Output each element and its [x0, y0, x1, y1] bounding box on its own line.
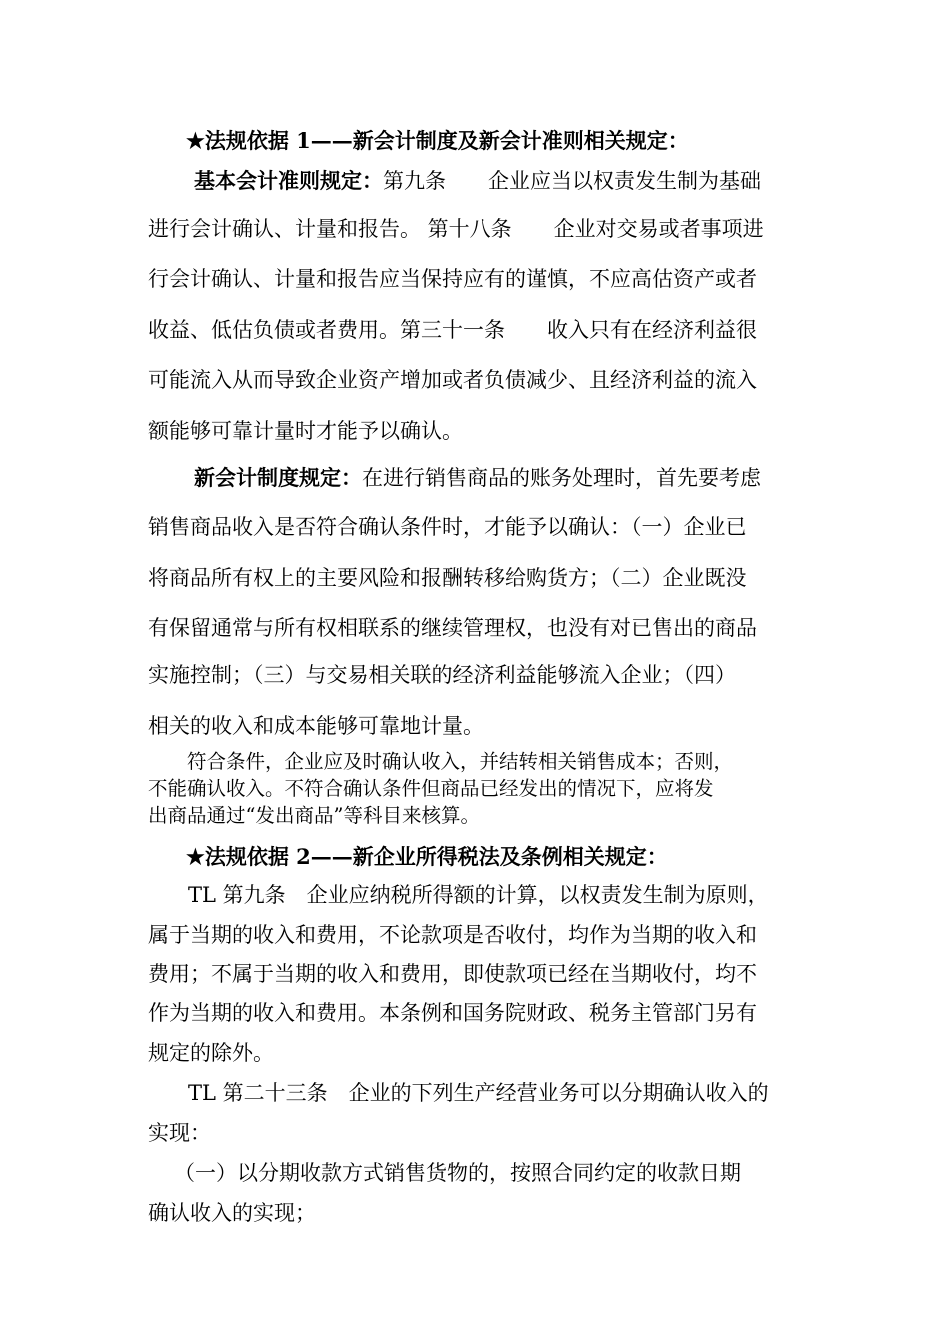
system-rule-line-1	[194, 467, 834, 489]
basic-standard-line-6: 额能够可靠计量时才能予以确认。	[148, 419, 463, 443]
basic-standard-label: 基本会计准则规定：	[194, 168, 383, 193]
system-rule-line-3: 将商品所有权上的主要风险和报酬转移给购货方；（二）企业既没	[148, 566, 747, 590]
article9-line-5: 规定的除外。	[148, 1041, 274, 1065]
conclusion-line-3: 出商品通过“发出商品”等科目来核算。	[148, 804, 480, 827]
basic-standard-line-3: 行会计确认、计量和报告应当保持应有的谨慎，不应高估资产或者	[148, 267, 757, 291]
basic-standard-line-4: 收益、低估负债或者费用。第三十一条 收入只有在经济利益很	[148, 318, 757, 342]
article9-line-3: 费用；不属于当期的收入和费用，即使款项已经在当期收付，均不	[148, 962, 757, 986]
item1-line-2: 确认收入的实现；	[148, 1201, 316, 1225]
system-rule-line-4: 有保留通常与所有权相联系的继续管理权，也没有对已售出的商品	[148, 616, 757, 640]
basic-standard-line-5: 可能流入从而导致企业资产增加或者负债减少、且经济利益的流入	[148, 368, 757, 392]
star-icon: ★	[186, 128, 205, 153]
basic-standard-line-1	[194, 170, 834, 192]
section2-heading	[186, 846, 866, 867]
basic-standard-line-2: 进行会计确认、计量和报告。 第十八条 企业对交易或者事项进	[148, 217, 764, 241]
star-icon: ★	[186, 844, 205, 869]
conclusion-line-1: 符合条件，企业应及时确认收入，并结转相关销售成本；否则，	[187, 750, 734, 773]
article23-line-2: 实现：	[148, 1121, 211, 1145]
system-rule-text: 在进行销售商品的账务处理时，首先要考虑	[362, 466, 761, 490]
article23-line-1: TL 第二十三条 企业的下列生产经营业务可以分期确认收入的	[188, 1081, 769, 1105]
section1-heading-text: 法规依据 1——新会计制度及新会计准则相关规定：	[204, 128, 689, 153]
system-rule-line-6: 相关的收入和成本能够可靠地计量。	[148, 714, 484, 738]
item1-line-1: （一）以分期收款方式销售货物的，按照合同约定的收款日期	[174, 1161, 741, 1185]
section1-heading	[186, 130, 866, 151]
basic-standard-text: 第九条 企业应当以权责发生制为基础	[383, 169, 761, 193]
system-rule-line-2: 销售商品收入是否符合确认条件时，才能予以确认：（一）企业已	[148, 515, 747, 539]
conclusion-line-2: 不能确认收入。不符合确认条件但商品已经发出的情况下，应将发	[148, 777, 714, 800]
article9-line-4: 作为当期的收入和费用。本条例和国务院财政、税务主管部门另有	[148, 1001, 757, 1025]
system-rule-label: 新会计制度规定：	[194, 465, 362, 490]
system-rule-line-5: 实施控制；（三）与交易相关联的经济利益能够流入企业；（四）	[148, 663, 736, 687]
article9-line-1: TL 第九条 企业应纳税所得额的计算，以权责发生制为原则，	[188, 883, 769, 907]
article9-line-2: 属于当期的收入和费用，不论款项是否收付，均作为当期的收入和	[148, 923, 757, 947]
section2-heading-text: 法规依据 2——新企业所得税法及条例相关规定：	[204, 844, 668, 869]
